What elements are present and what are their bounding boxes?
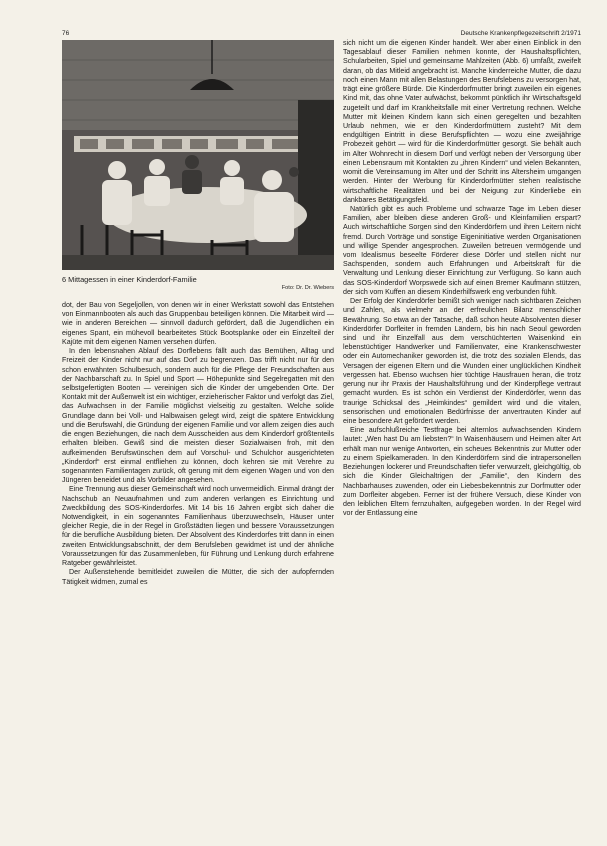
lunch-photo (62, 40, 334, 270)
photo-image (62, 40, 334, 270)
paragraph: Der Außenstehende bemitleidet zuweilen die Mütter, die sich der aufopfernden Tätigkeit widmen, zumal es (62, 568, 334, 586)
running-header: Deutsche Krankenpflegezeitschrift 2/1971 (460, 30, 581, 37)
paragraph: Eine aufschlußreiche Testfrage bei alternlos aufwachsenden Kindern lautet: „Wen hast Du am liebsten?“ In Waisenhäusern und Heimen alter Art erhält man nur wenige Antworten, ein scheues Bekenntnis zur Mutter oder zu einem Spielkameraden. In den Kinderdörfern sind die intrapersonellen Beziehungen lockerer und Freundschaften tiefer verwurzelt, gleichgültig, ob sich die Kinder Gleichaltrigen der „Familie“, den Kindern des Nachbarhauses zuwenden, oder ein Liebesbekenntnis zur Dorfmutter oder zum Dorfleiter abgeben. Ferner ist der frühere Versuch, diese Kinder von den leiblichen Eltern fernzuhalten, aufgegeben worden. In der Regel wird vor der Entlassung eine (343, 426, 581, 518)
paragraph: In den lebensnahen Ablauf des Dorflebens fällt auch das Bemühen, Alltag und Freizeit der Kinder nicht nur auf das Dorf zu begrenzen. Das trifft nicht nur für den schon erwähnten Schulbesuch, sondern auch für die Pflege der Freundschaften aus der Nachbarschaft zu. In Spiel und Sport — Höhepunkte sind Segelregatten mit den selbstgefertigten Booten — vereinigen sich die Kinder der umgebenden Orte. Der Kontakt mit der Außenwelt ist ein wichtiger, erzieherischer Faktor und verfolgt das Ziel, das Aufwachsen in der Familie möglichst vielseitig zu gestalten. Welche solide Grundlage dann bei Voll- und Halbwaisen gelegt wird, zeigt die spätere Entwicklung und die Berufswahl, die Gründung der eigenen Familie und vor allem zeigen dies auch die engen Beziehungen, die nach dem Ausscheiden aus dem Kinderdorf größtenteils erhalten bleiben. Gewiß sind die meisten dieser Sozialwaisen froh, mit den aufkeimenden Berufswünschen dem auf Vorschul- und Schulchor ausgerichteten „Kinderdorf“ erst einmal entfliehen zu können, doch kehren sie mit Verehre zu sogenannten Familientagen zurück, oft gerung mit dem eigenen Wagen und von den Jüngeren beneidet und als Vorbilder angesehen. (62, 347, 334, 485)
paragraph: Eine Trennung aus dieser Gemeinschaft wird noch unvermeidlich. Einmal drängt der Nachschub an Neuaufnahmen und zum anderen verlangen es Einrichtung und Zweckbildung des SOS-Kinderdorfes. Mit 14 bis 16 Jahren ergibt sich daher die Notwendigkeit, in ein sogenanntes Familienhaus überzuwechseln, Häuser unter gleicher Regie, die in der Regel in Großstädten liegen und bessere Voraussetzungen für die berufliche Ausbildung bieten. Der Absolvent des Kinderdorfes tritt dann in einen zweiten Entwicklungsabschnitt, der dem Berufsleben gewidmet ist und der ähnliche Voraussetzungen für das Zusammenleben, für Führung und Lenkung durch erfahrene Ratgeber gewährleistet. (62, 485, 334, 568)
paragraph: sich nicht um die eigenen Kinder handelt. Wer aber einen Einblick in den Tagesablauf dieser Familien nehmen konnte, der Haushaltspflichten, Schularbeiten, Spiel und gemeinsame Mahlzeiten (Abb. 6) umfaßt, zweifelt daran, ob das Mitleid angebracht ist. Manche kinderreiche Mutter, die dazu noch einen Mann mit allen Belastungen des Berufslebens zu versorgen hat, trägt eine größere Bürde. Die Kinderdorfmutter bringt zuweilen ein eigenes Kind mit, das ohne Vater aufwächst, bekommt pünktlich ihr Wirtschaftsgeld zugeteilt und darf im Krankheitsfalle mit einer Vertretung rechnen. Welche Mutter mit kleinen Kindern kann sich einen geregelten und bezahlten Urlaub nehmen, wie er den Kinderdorfmüttern zusteht? Mit dem endgültigen Eintritt in diese Berufspflichten — wozu eine zweijährige Probezeit gehört — wird für die Kinderdorfmütter gesorgt. Sie behält auch im Alter Wohnrecht in diesem Dorf und verfügt neben der Versorgung über einen Lebensraum mit Kontakten zu „ihren Kindern“ und vielen Bekannten, womit die Vereinsamung im Alter und der Schritt ins Altersheim umgangen werden. Hinter der Werbung für Kinderdorfmütter stehen realistische wirtschaftliche Realitäten und bei der Neigung zur Kinderliebe ein dankbares Betätigungsfeld. (343, 39, 581, 204)
right-column (343, 39, 581, 835)
paragraph: Der Erfolg der Kinderdörfer bemißt sich weniger nach sichtbaren Zeichen und Zahlen, als vielmehr an der erfreulichen Bilanz menschlicher Bewährung. So etwa an der Tatsache, daß schon heute Absolventen dieser Kinderdörfer Dorfleiter in fremden Ländern, bis hin nach Seoul geworden sind und ihr Einzelfall aus dem verschüchterten Waisenkind ein lebenstüchtiger Handwerker und Familienvater, eine Krankenschwester oder ein Automechaniker geworden ist, die trotz des sozialen Elends, das Versagen der eigenen Eltern und die Wunden einer unglücklichen Kindheit vergessen hat. Ebenso wuchsen hier tüchtige Hausfrauen heran, die trotz gerung nur ihr Praxis der Haushaltsführung und der Kinderpflege vertraut gemacht wurden. Es ist schön ein Verdienst der Kinderdörfer, wenn das traurige Schicksal des „Heimkindes“ gemildert wird und die vitalen, sensorischen und emotionalen Bedürfnisse der anvertrauten Kinder auf eine besondere Art gefördert werden. (343, 297, 581, 425)
figure-caption: 6 Mittagessen in einer Kinderdorf-Familie (62, 275, 197, 284)
paragraph: Natürlich gibt es auch Probleme und schwarze Tage im Leben dieser Familien, aber bleiben diese anderen Groß- und Kleinfamilien erspart? Auch wirtschaftliche Sorgen sind den Kinderdörfern und ihren Leitern nicht fremd. Durch Vorträge und sonstige Eigeninitiative werden Organisationen und willige Spender angesprochen. Zuweilen betreuen vermögende und vom Idealismus beseelte Förderer diese Dörfer und stellen nicht nur Sachspenden, sondern auch Erfahrungen und Arbeitskraft für die Verwaltung und Lenkung dieser Einrichtung zur Verfügung. So kann auch das SOS-Kinderdorf Worpswede sich auf einen Bremer Kaufmann stützen, der sich vom Kuffen an diesem Kinderhilfswerk eng verbunden fühlt. (343, 204, 581, 296)
left-column (62, 301, 334, 828)
paragraph: dot, der Bau von Segeljollen, von denen wir in einer Werkstatt sowohl das Entstehen von Einmannbooten als auch das Gruppenbau beteiligen können. Die Mitarbeit wird — wie in anderen Bereichen — sinnvoll dadurch gefördert, daß die Jugendlichen ein eigenes Spant, ein mühevoll bearbeitetes Stück Bootsplanke oder ein Einzelteil der Kajüte mit dem eigenen Namen versehen dürfen. (62, 301, 334, 346)
photo-credit: Foto: Dr. Dr. Wiebers (281, 285, 334, 291)
page-number: 76 (62, 30, 70, 37)
